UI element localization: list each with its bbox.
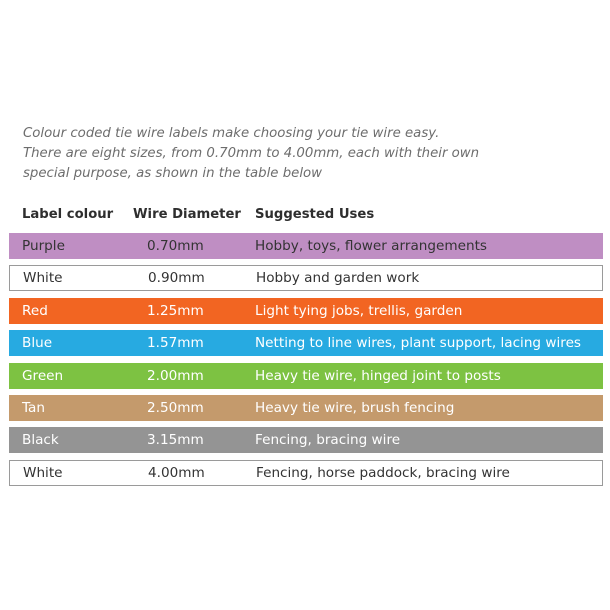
header-wire-diameter: Wire Diameter: [133, 206, 241, 222]
cell-label-colour: White: [23, 464, 63, 481]
cell-wire-diameter: 2.00mm: [147, 367, 204, 384]
cell-wire-diameter: 2.50mm: [147, 399, 204, 416]
cell-wire-diameter: 1.25mm: [147, 302, 204, 319]
intro-line: special purpose, as shown in the table below: [23, 166, 323, 181]
table-row: [9, 363, 603, 389]
cell-suggested-uses: Heavy tie wire, hinged joint to posts: [255, 367, 501, 384]
cell-suggested-uses: Hobby, toys, flower arrangements: [255, 238, 488, 254]
table-header: [9, 203, 603, 225]
cell-wire-diameter: 3.15mm: [147, 432, 204, 449]
intro-line: Colour coded tie wire labels make choosing your tie wire easy.: [23, 126, 440, 141]
cell-label-colour: Green: [22, 367, 64, 384]
header-label-colour: Label colour: [22, 206, 114, 222]
table-row: [9, 427, 603, 453]
intro-line: There are eight sizes, from 0.70mm to 4.00mm, each with their own: [23, 146, 480, 161]
tie-wire-table: [9, 203, 603, 492]
intro-text: [23, 124, 593, 184]
cell-label-colour: Black: [22, 432, 59, 449]
table-row: [9, 330, 603, 356]
cell-wire-diameter: 4.00mm: [148, 464, 205, 481]
table-row: [9, 460, 603, 486]
cell-wire-diameter: 0.90mm: [148, 270, 205, 287]
table-row: [9, 233, 603, 259]
cell-suggested-uses: Fencing, horse paddock, bracing wire: [256, 464, 510, 481]
table-row: [9, 265, 603, 291]
cell-wire-diameter: 1.57mm: [147, 335, 204, 352]
cell-suggested-uses: Fencing, bracing wire: [255, 432, 401, 449]
cell-label-colour: Tan: [22, 399, 45, 416]
cell-label-colour: White: [23, 270, 63, 287]
cell-suggested-uses: Hobby and garden work: [256, 270, 420, 287]
cell-label-colour: Purple: [22, 238, 65, 254]
cell-suggested-uses: Netting to line wires, plant support, lacing wires: [255, 335, 582, 352]
cell-wire-diameter: 0.70mm: [147, 238, 204, 254]
cell-label-colour: Red: [22, 302, 48, 319]
cell-label-colour: Blue: [22, 335, 53, 352]
header-suggested-uses: Suggested Uses: [255, 206, 375, 222]
table-row: [9, 298, 603, 324]
table-row: [9, 395, 603, 421]
cell-suggested-uses: Heavy tie wire, brush fencing: [255, 399, 455, 416]
cell-suggested-uses: Light tying jobs, trellis, garden: [255, 302, 463, 319]
